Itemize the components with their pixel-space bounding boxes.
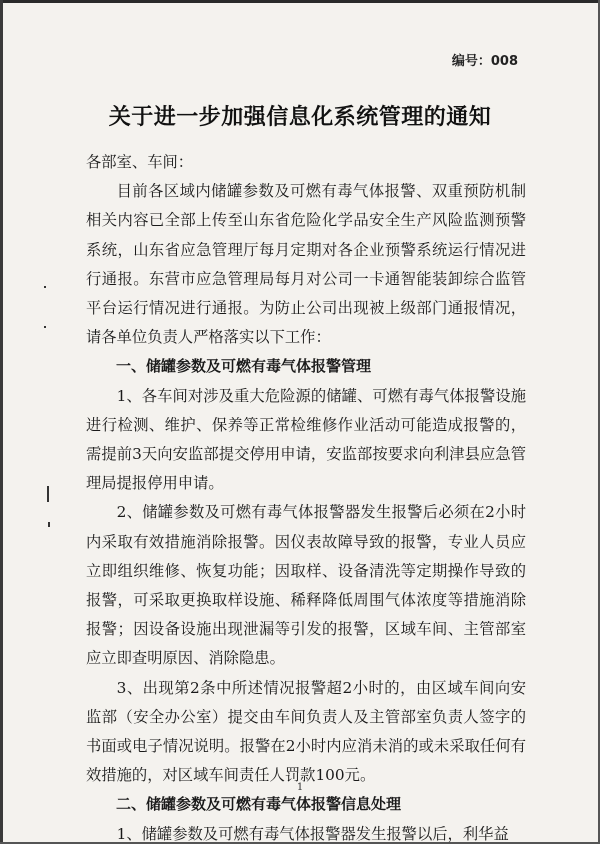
scan-speck	[48, 522, 50, 527]
scan-speck	[47, 486, 49, 502]
document-number: 编号：008	[451, 54, 518, 69]
intro-paragraph: 目前各区域内储罐参数及可燃有毒气体报警、双重预防机制相关内容已全部上传至山东省危险化学品安全生产风险监测预警系统，山东省应急管理厅每月定期对各企业预警系统运行情况进行通报。东营市应急管理局每月对公司一卡通智能装卸综合监管平台运行情况进行通报。为防止公司出现被上级部门通报情况，请各单位负责人严格落实以下工作：	[86, 182, 526, 347]
page-number: 1	[296, 782, 304, 793]
scan-speck	[44, 286, 46, 288]
scan-speck	[44, 326, 46, 328]
section-heading-1: 一、储罐参数及可燃有毒气体报警管理	[116, 357, 372, 376]
salutation: 各部室、车间：	[86, 153, 194, 171]
item-paragraph-4: 1、储罐参数及可燃有毒气体报警器发生报警以后，利华益	[116, 824, 509, 843]
document-title: 关于进一步加强信息化系统管理的通知	[108, 104, 492, 130]
section-heading-2: 二、储罐参数及可燃有毒气体报警信息处理	[116, 795, 402, 814]
document-body	[86, 148, 526, 844]
scan-edge-top	[0, 0, 600, 3]
item-paragraph-2: 2、储罐参数及可燃有毒气体报警器发生报警后必须在2小时内采取有效措施消除报警。因仪表故障导致的报警，专业人员应立即组织维修、恢复功能；因取样、设备清洗等定期操作导致的报警，可采取更换取样设施、稀释降低周围气体浓度等措施消除报警；因设备设施出现泄漏等引发的报警，区域车间、主管部室应立即查明原因、消除隐患。	[86, 503, 526, 668]
item-paragraph-3: 3、出现第2条中所述情况报警超2小时的，由区域车间向安监部（安全办公室）提交由车间负责人及主管部室负责人签字的书面或电子情况说明。报警在2小时内应消未消的或未采取任何有效措施的，对区域车间责任人罚款100元。	[86, 678, 526, 785]
item-paragraph-1: 1、各车间对涉及重大危险源的储罐、可燃有毒气体报警设施进行检测、维护、保养等正常检维修作业活动可能造成报警的，需提前3天向安监部提交停用申请，安监部按要求向利津县应急管理局提报停用申请。	[86, 386, 526, 493]
